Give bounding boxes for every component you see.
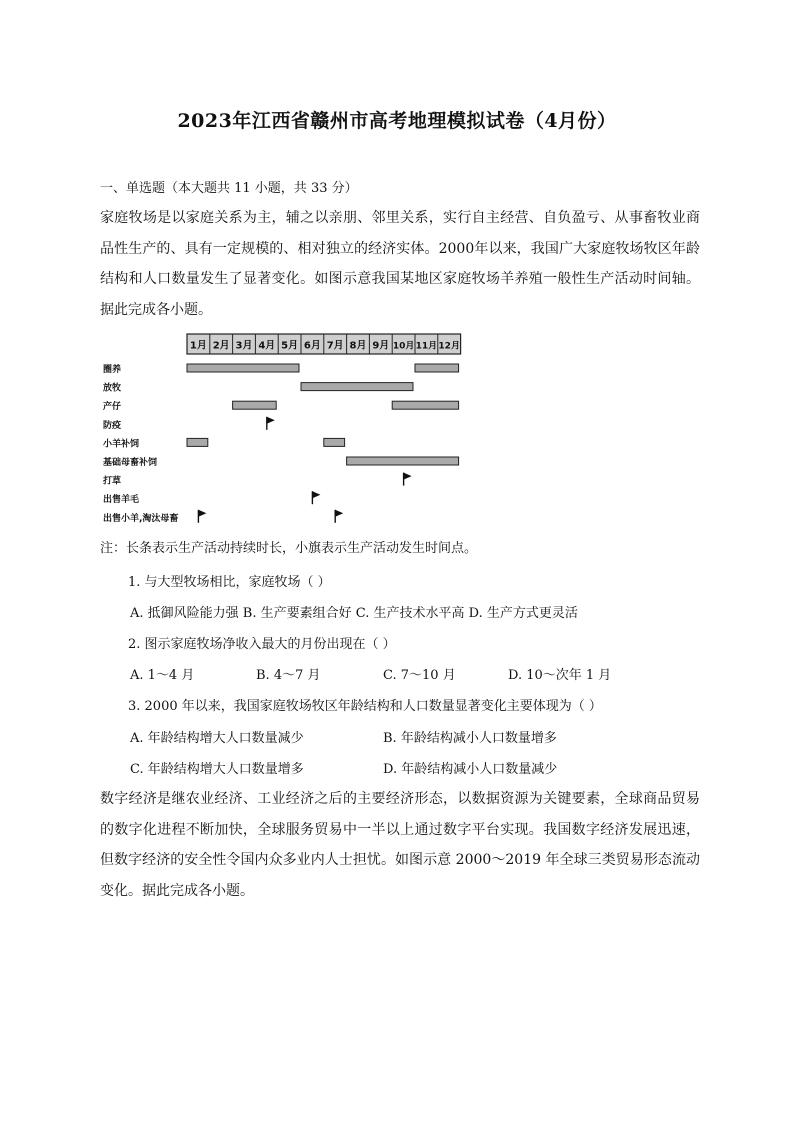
flag-icon — [335, 510, 343, 517]
month-label: 3月 — [235, 340, 253, 352]
q3-option-d: D. 年龄结构减小人口数量减少 — [383, 762, 558, 777]
activity-label: 防疫 — [103, 420, 122, 431]
question-2: 2. 图示家庭牧场净收入最大的月份出现在（ ） — [128, 637, 396, 652]
month-label: 2月 — [212, 340, 230, 352]
activity-label: 出售羊毛 — [103, 495, 140, 506]
q2-option-c: C. 7～10 月 — [383, 668, 456, 683]
activity-bar — [347, 457, 459, 465]
flag-icon — [198, 510, 206, 517]
flag-icon — [312, 491, 320, 498]
question-1-options: A. 抵御风险能力强 B. 生产要素组合好 C. 生产技术水平高 D. 生产方式更灵活 — [130, 606, 578, 621]
month-label: 6月 — [303, 340, 321, 352]
month-label: 9月 — [372, 340, 390, 352]
month-label: 10月 — [392, 341, 415, 352]
q2-option-b: B. 4～7 月 — [256, 668, 321, 683]
q3-option-c: C. 年龄结构增大人口数量增多 — [130, 762, 304, 777]
activity-label: 放牧 — [103, 383, 122, 394]
activity-label: 出售小羊,淘汰母畜 — [103, 513, 179, 524]
activity-bar — [324, 438, 345, 446]
intro-paragraph: 家庭牧场是以家庭关系为主，辅之以亲朋、邻里关系，实行自主经营、自负盈亏、从事畜牧业商品性生产的、具有一定规模的、相对独立的经济实体。2000年以来，我国广大家庭牧场牧区年龄结构和人口数量发生了显著变化。如图示意我国某地区家庭牧场羊养殖一般性生产活动时间轴。据此完成各小题。 — [100, 210, 700, 318]
activity-bar — [233, 401, 277, 409]
digital-economy-paragraph: 数字经济是继农业经济、工业经济之后的主要经济形态，以数据资源为关键要素，全球商品贸易的数字化进程不断加快，全球服务贸易中一半以上通过数字平台实现。我国数字经济发展迅速，但数字经济的安全性令国内众多业内人士担忧。如图示意 2000～2019 年全球三类贸易形态流动变化。据此完成各小题。 — [100, 791, 700, 899]
activity-bar — [392, 401, 458, 409]
q2-option-d: D. 10～次年 1 月 — [508, 668, 612, 683]
activity-bar — [187, 364, 299, 372]
activity-label: 圈养 — [103, 365, 122, 375]
question-3: 3. 2000 年以来，我国家庭牧场牧区年龄结构和人口数量显著变化主要体现为（ ） — [128, 699, 602, 714]
question-1: 1. 与大型牧场相比，家庭牧场（ ） — [128, 575, 331, 590]
month-label: 4月 — [258, 340, 276, 352]
month-label: 1月 — [189, 340, 207, 352]
flag-icon — [404, 473, 412, 480]
q2-option-a: A. 1～4 月 — [130, 668, 195, 683]
activity-label: 打草 — [103, 476, 122, 487]
activity-bar — [415, 364, 459, 372]
activity-label: 小羊补饲 — [103, 439, 140, 450]
chart-note: 注：长条表示生产活动持续时长，小旗表示生产活动发生时间点。 — [100, 541, 478, 556]
q3-option-a: A. 年龄结构增大人口数量减少 — [130, 731, 304, 746]
month-label: 7月 — [326, 340, 344, 352]
month-label: 5月 — [281, 340, 299, 352]
flag-icon — [267, 417, 275, 424]
activity-bar — [187, 438, 208, 446]
timeline-svg — [100, 330, 480, 530]
month-label: 11月 — [415, 341, 438, 352]
activity-bar — [301, 383, 413, 391]
section-heading: 一、单选题（本大题共 11 小题，共 33 分） — [100, 181, 358, 196]
q3-option-b: B. 年龄结构减小人口数量增多 — [383, 731, 557, 746]
timeline-chart — [100, 330, 480, 530]
activity-label: 基础母畜补饲 — [103, 458, 158, 468]
month-label: 12月 — [438, 341, 460, 352]
page-title: 2023年江西省赣州市高考地理模拟试卷（4月份） — [177, 110, 617, 132]
activity-label: 产仔 — [103, 402, 122, 413]
month-label: 8月 — [349, 340, 367, 352]
